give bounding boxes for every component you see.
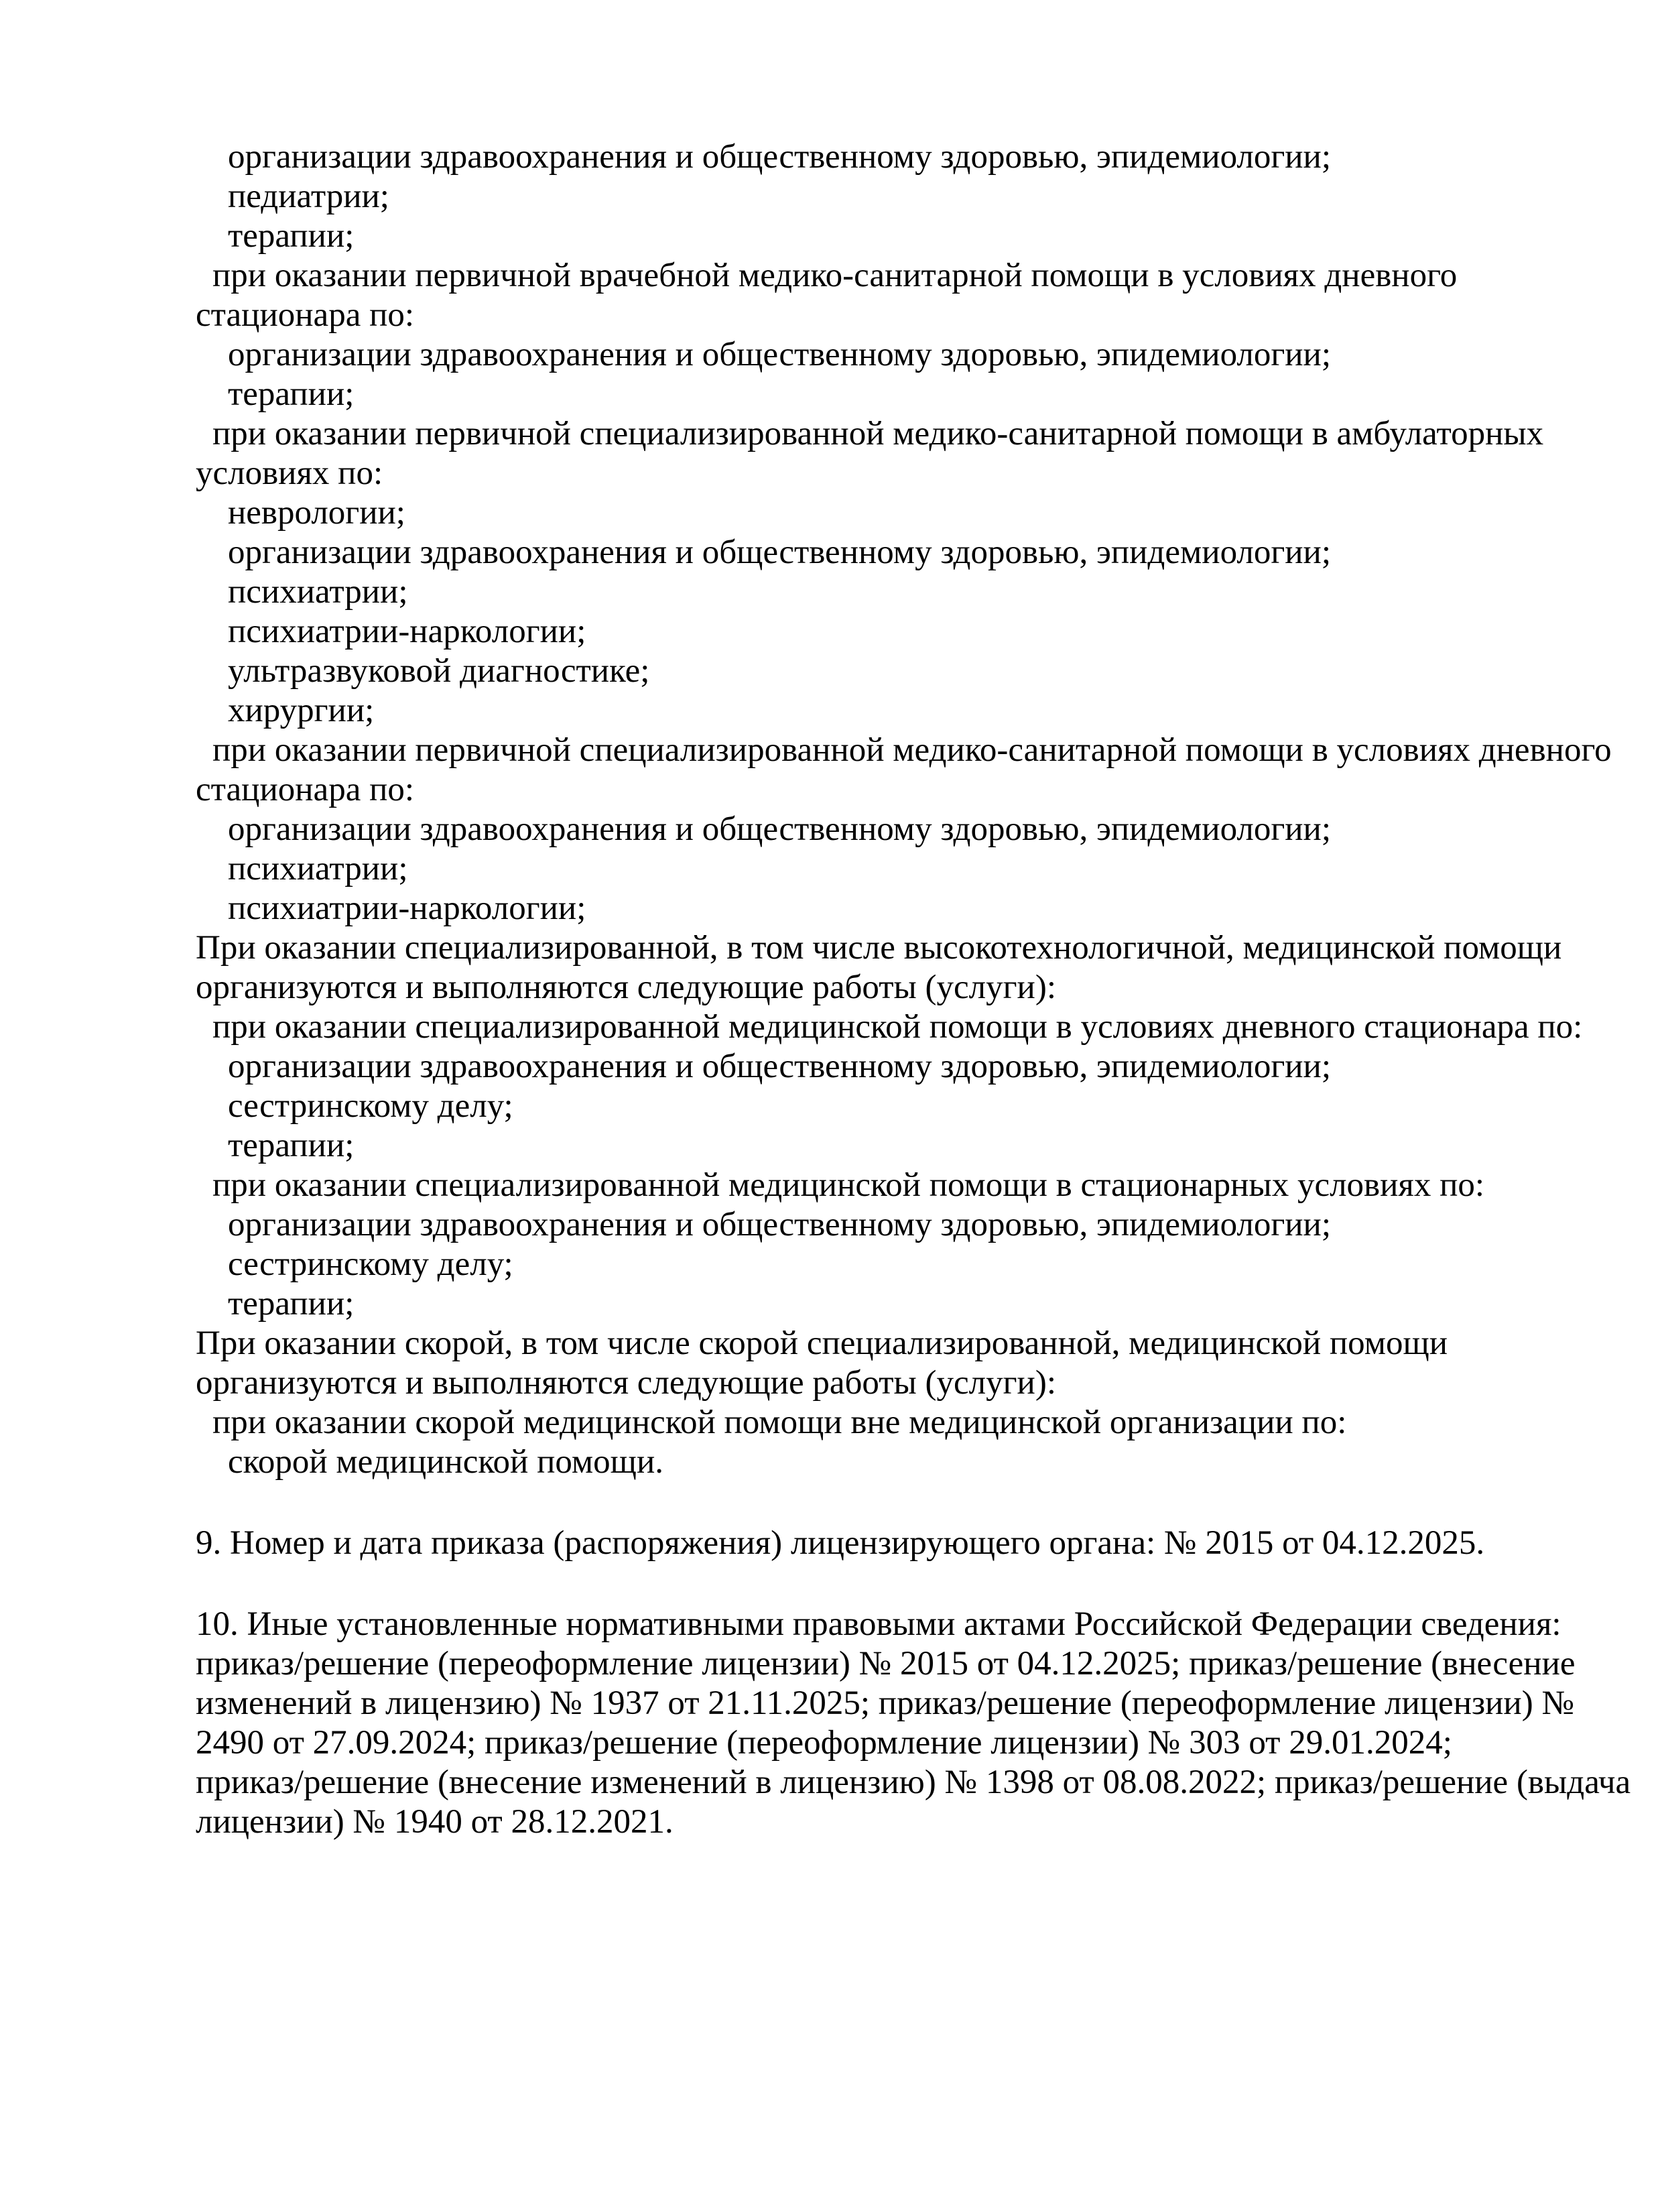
text-line: терапии; bbox=[228, 375, 355, 413]
text-line: лицензии) № 1940 от 28.12.2021. bbox=[196, 1803, 674, 1841]
text-line: организуются и выполняются следующие работы (услуги): bbox=[196, 1364, 1056, 1402]
text-line: организации здравоохранения и общественному здоровью, эпидемиологии; bbox=[228, 810, 1332, 848]
text-line: при оказании специализированной медицинской помощи в условиях дневного стационара по: bbox=[212, 1008, 1583, 1046]
text-line: 10. Иные установленные нормативными правовыми актами Российской Федерации сведения: bbox=[196, 1605, 1561, 1643]
text-line: при оказании скорой медицинской помощи вне медицинской организации по: bbox=[212, 1404, 1347, 1441]
text-line: организации здравоохранения и общественному здоровью, эпидемиологии; bbox=[228, 336, 1332, 373]
text-line: приказ/решение (переоформление лицензии) № 2015 от 04.12.2025; приказ/решение (внесение bbox=[196, 1645, 1576, 1682]
text-line: педиатрии; bbox=[228, 178, 389, 215]
text-line: 2490 от 27.09.2024; приказ/решение (переоформление лицензии) № 303 от 29.01.2024; bbox=[196, 1724, 1452, 1762]
text-line: стационара по: bbox=[196, 296, 415, 334]
text-line: При оказании скорой, в том числе скорой специализированной, медицинской помощи bbox=[196, 1325, 1448, 1362]
text-line: при оказании первичной специализированной медико-санитарной помощи в условиях дневного bbox=[212, 731, 1612, 769]
text-line: скорой медицинской помощи. bbox=[228, 1443, 664, 1481]
text-line: хирургии; bbox=[228, 692, 375, 729]
text-line: при оказании первичной врачебной медико-санитарной помощи в условиях дневного bbox=[212, 257, 1458, 294]
text-line: терапии; bbox=[228, 1285, 355, 1323]
text-line: терапии; bbox=[228, 1127, 355, 1164]
text-line: сестринскому делу; bbox=[228, 1087, 513, 1125]
text-line: психиатрии-наркологии; bbox=[228, 889, 586, 927]
text-line: организуются и выполняются следующие работы (услуги): bbox=[196, 969, 1056, 1006]
text-line: сестринскому делу; bbox=[228, 1245, 513, 1283]
text-line: ультразвуковой диагностике; bbox=[228, 652, 650, 690]
text-line: 9. Номер и дата приказа (распоряжения) лицензирующего органа: № 2015 от 04.12.2025. bbox=[196, 1524, 1485, 1562]
text-line: неврологии; bbox=[228, 494, 405, 532]
text-line: терапии; bbox=[228, 217, 355, 255]
text-line: психиатрии; bbox=[228, 573, 408, 611]
text-line: организации здравоохранения и общественному здоровью, эпидемиологии; bbox=[228, 1206, 1332, 1243]
blank-line bbox=[196, 1482, 1521, 1524]
text-line: психиатрии; bbox=[228, 850, 408, 887]
text-line: При оказании специализированной, в том числе высокотехнологичной, медицинской помощи bbox=[196, 929, 1562, 967]
text-line: организации здравоохранения и общественному здоровью, эпидемиологии; bbox=[228, 534, 1332, 571]
text-line: при оказании первичной специализированной медико-санитарной помощи в амбулаторных bbox=[212, 415, 1544, 452]
document-text-block bbox=[196, 137, 1631, 1842]
blank-line bbox=[196, 1563, 1521, 1605]
text-line: приказ/решение (внесение изменений в лицензию) № 1398 от 08.08.2022; приказ/решение (выдача bbox=[196, 1764, 1631, 1801]
text-line: при оказании специализированной медицинской помощи в стационарных условиях по: bbox=[212, 1166, 1485, 1204]
text-line: организации здравоохранения и общественному здоровью, эпидемиологии; bbox=[228, 138, 1332, 176]
text-line: организации здравоохранения и общественному здоровью, эпидемиологии; bbox=[228, 1048, 1332, 1085]
text-line: условиях по: bbox=[196, 454, 383, 492]
text-line: психиатрии-наркологии; bbox=[228, 613, 586, 650]
text-line: стационара по: bbox=[196, 771, 415, 808]
text-line: изменений в лицензию) № 1937 от 21.11.2025; приказ/решение (переоформление лицензии) № bbox=[196, 1684, 1575, 1722]
